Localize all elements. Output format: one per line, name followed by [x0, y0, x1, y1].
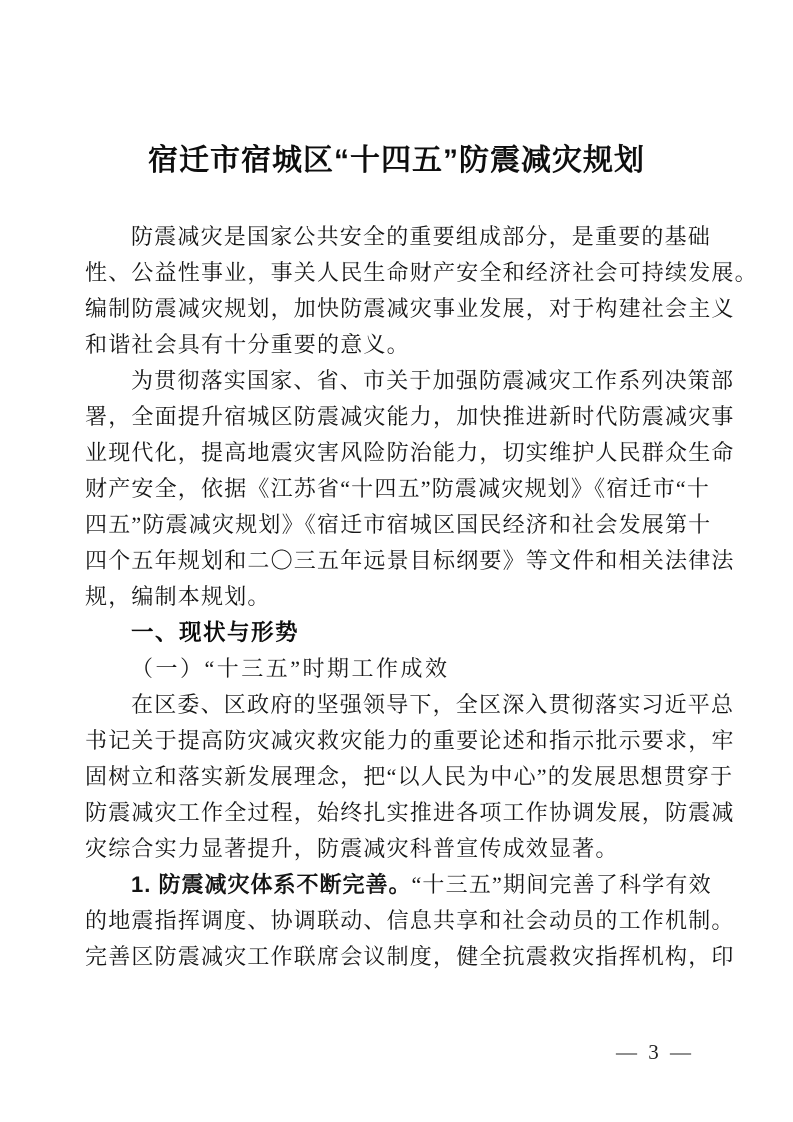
page-number: — 3 — — [616, 1040, 694, 1064]
bold-run: 1. 防震减灾体系不断完善。 — [131, 872, 412, 897]
text-line: 在区委、区政府的坚强领导下，全区深入贯彻落实习近平总 — [131, 692, 735, 717]
text-run: “十三五”期间完善了科学有效 — [411, 872, 712, 897]
text-line: 四个五年规划和二〇三五年远景目标纲要》等文件和相关法律法 — [85, 548, 735, 573]
text-line — [85, 867, 717, 903]
text-line: 为贯彻落实国家、省、市关于加强防震减灾工作系列决策部 — [131, 368, 735, 393]
text-line: 书记关于提高防灾减灾救灾能力的重要论述和指示批示要求，牢 — [85, 728, 735, 753]
document-body — [85, 219, 758, 975]
text-line: 业现代化，提高地震灾害风险防治能力，切实维护人民群众生命 — [85, 440, 735, 465]
text-line: 防震减灾是国家公共安全的重要组成部分，是重要的基础 — [131, 224, 712, 249]
section-heading: 一、现状与形势 — [131, 620, 300, 645]
text-line: 规，编制本规划。 — [85, 584, 271, 609]
document-title: 宿迁市宿城区“十四五”防震减灾规划 — [148, 144, 645, 177]
text-line: 固树立和落实新发展理念，把“以人民为中心”的发展思想贯穿于 — [85, 764, 734, 789]
text-line: 财产安全，依据《江苏省“十四五”防震减灾规划》《宿迁市“十 — [85, 476, 711, 501]
text-line: 编制防震减灾规划，加快防震减灾事业发展，对于构建社会主义 — [85, 296, 735, 321]
text-line: 署，全面提升宿城区防震减灾能力，加快推进新时代防震减灾事 — [85, 404, 735, 429]
subsection-heading: （一）“十三五”时期工作成效 — [131, 656, 450, 681]
text-line: 防震减灾工作全过程，始终扎实推进各项工作协调发展，防震减 — [85, 800, 735, 825]
text-line: 四五”防震减灾规划》《宿迁市宿城区国民经济和社会发展第十 — [85, 512, 712, 537]
text-line: 的地震指挥调度、协调联动、信息共享和社会动员的工作机制。 — [85, 908, 735, 933]
text-line: 性、公益性事业，事关人民生命财产安全和经济社会可持续发展。 — [85, 260, 758, 285]
text-line: 和谐社会具有十分重要的意义。 — [85, 332, 410, 357]
text-line: 完善区防震减灾工作联席会议制度，健全抗震救灾指挥机构，印 — [85, 944, 735, 969]
text-line: 灾综合实力显著提升，防震减灾科普宣传成效显著。 — [85, 836, 619, 861]
